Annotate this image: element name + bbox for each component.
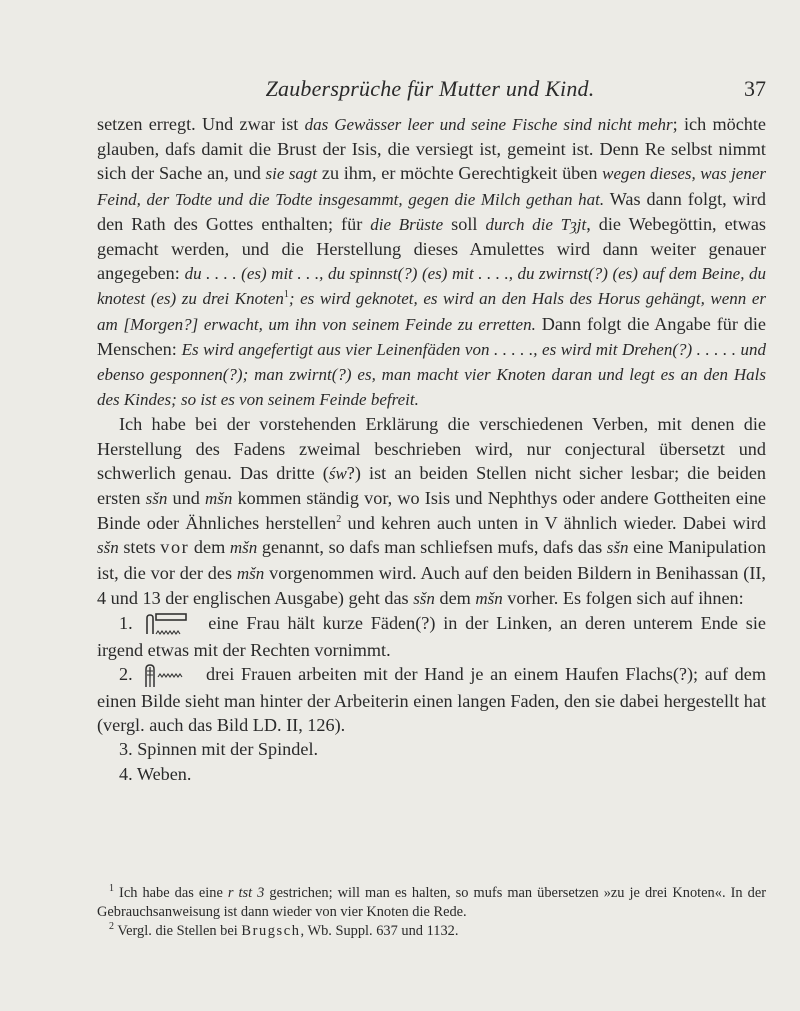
text-run: sie sagt [265, 164, 318, 184]
text-run: vorher. Es folgen sich auf ihnen: [502, 587, 744, 608]
text-run: sšn [97, 538, 119, 558]
list-item-1 [97, 611, 766, 662]
text-run: setzen erregt. Und zwar ist [97, 114, 305, 134]
text-run: , die Webegöttin, etwas gemacht werden, und die Herstellung dieses Amulettes wird dann weiter genauer angegeben: [97, 213, 766, 284]
hieroglyph-flax-icon [143, 663, 193, 689]
text-run: ?) ist an beiden Stellen nicht sicher lesbar; die beiden ersten [97, 462, 766, 509]
text-run: drei Frauen arbeiten mit der Hand je an einem Haufen Flachs(?); auf dem einen Bilde sieht man hinter der Arbeiterin einen langen Faden, den sie dabei hergestellt hat (vergl. auch das Bild LD. II, 126). [97, 664, 766, 736]
footnote-number: 1 [109, 883, 114, 895]
text-run: dem [434, 587, 476, 608]
text-run: mšn [475, 588, 503, 608]
text-run: Was dann folgt, wird den Rath des Gottes enthalten; für [97, 188, 766, 234]
text-run: vor [160, 537, 190, 558]
text-run: soll [443, 213, 486, 234]
footnote-ref: 1 [283, 289, 289, 301]
text-run: wegen dieses, was jener Feind, der Todte und die Todte insgesammt, gegen die Milch gethan hat. [97, 164, 766, 209]
running-title: Zaubersprüche für Mutter und Kind. [265, 76, 595, 101]
text-run: durch die Tȝjt [485, 214, 587, 234]
footnote-1 [97, 884, 766, 922]
text-run: stets [118, 537, 161, 558]
text-run: mšn [205, 489, 233, 509]
text-run: sšn [413, 588, 435, 608]
list-item-3: 3. Spinnen mit der Spindel. [119, 739, 319, 760]
paragraph-2 [97, 412, 766, 611]
text-run: św [328, 463, 347, 483]
text-run: du . . . . (es) mit . . ., du spinnst(?) (es) mit . . . ., du zwirnst(?) (es) auf dem Beine, du knotest (es) zu drei Knoten [97, 264, 766, 309]
text-run: mšn [236, 563, 265, 583]
page-header [230, 76, 766, 106]
footnote-ref: 2 [336, 514, 342, 526]
hieroglyph-sign-icon [144, 612, 194, 638]
paragraph-1 [97, 112, 766, 412]
list-item-2 [97, 662, 766, 737]
text-run: genannt, so dafs man schliefsen mufs, dafs das [257, 537, 607, 558]
page-number: 37 [744, 76, 766, 101]
list-number: 1. [119, 613, 133, 634]
footnotes [97, 884, 766, 941]
text-run: kommen ständig vor, wo Isis und Nephthys oder andere Gottheiten eine Binde oder Ähnliches herstellen [97, 488, 766, 534]
body-text [97, 112, 766, 786]
text-run: Ich habe das eine [114, 885, 228, 901]
text-run: , Wb. Suppl. 637 und 1132. [300, 923, 459, 939]
text-run: ; es wird geknotet, es wird an den Hals des Horus gehängt, wenn er am [Morgen?] erwacht, um ihn von seinem Feinde zu erretten. [97, 289, 766, 334]
text-run: r tst 3 [227, 885, 265, 901]
text-run: Ich habe bei der vorstehenden Erklärung die verschiedenen Verben, mit denen die Herstellung des Fadens zweimal beschrieben wird, nur conjectural übersetzt und schwerlich genau. Das dritte ( [97, 414, 766, 483]
text-run: Dann folgt die Angabe für die Menschen: [97, 313, 767, 359]
list-item-4: 4. Weben. [119, 763, 192, 784]
text-run: zu ihm, er möchte Gerechtigkeit üben [317, 163, 603, 184]
list-number: 2. [119, 664, 133, 685]
text-run: eine Manipulation ist, die vor der des [97, 537, 766, 583]
text-run: vorgenommen wird. Auch auf den beiden Bildern in Benihassan (II, 4 und 13 der englischen Ausgabe) geht das [97, 562, 766, 608]
text-run: ; ich möchte glauben, dafs damit die Brust der Isis, die versiegt ist, gemeint ist. Denn Re selbst nimmt sich der Sache an, und [97, 114, 766, 184]
text-run: gestrichen; will man es halten, so mufs man übersetzen »zu je drei Knoten«. In der Gebrauchsanweisung ist dann wieder von vier Knoten die Rede. [97, 885, 766, 920]
text-run: und kehren auch unten in V ähnlich wieder. Dabei wird [341, 513, 766, 534]
text-run: das Gewässer leer und seine Fische sind nicht mehr [304, 115, 673, 134]
footnote-number: 2 [109, 921, 114, 933]
text-run: Es wird angefertigt aus vier Leinenfäden von . . . . ., es wird mit Drehen(?) . . . . . und ebenso gesponnen(?); man zwirnt(?) es, man macht vier Knoten daran und legt es an den Hals des Kindes; so ist es von seinem Feinde befreit. [97, 339, 766, 410]
text-run: die Brüste [370, 214, 444, 234]
text-run: sšn [145, 489, 168, 509]
footnote-2 [97, 922, 766, 941]
text-run: Brugsch [241, 923, 301, 939]
text-run: dem [189, 537, 230, 558]
text-run: und [167, 488, 205, 509]
text-run: eine Frau hält kurze Fäden(?) in der Linken, an deren unterem Ende sie irgend etwas mit der Rechten vornimmt. [97, 613, 767, 660]
text-run: sšn [606, 538, 629, 558]
text-run: mšn [229, 538, 258, 558]
text-run: Vergl. die Stellen bei [114, 923, 242, 939]
